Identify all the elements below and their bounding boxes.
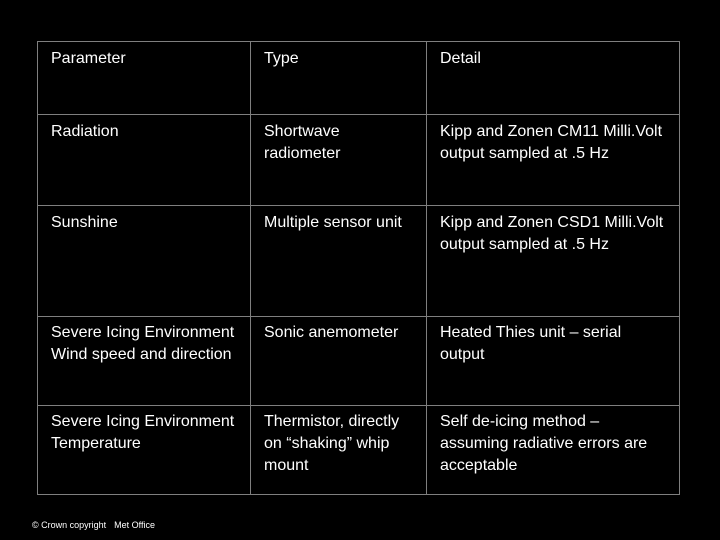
copyright-notice: © Crown copyright <box>32 520 107 530</box>
table-row <box>38 206 680 317</box>
cell-parameter: Sunshine <box>38 206 251 317</box>
cell-detail: Kipp and Zonen CSD1 Milli.Volt output sampled at .5 Hz <box>427 206 680 317</box>
parameter-table <box>37 41 680 495</box>
table-header-row <box>38 42 680 115</box>
footer <box>32 519 155 531</box>
cell-type: Shortwave radiometer <box>251 115 427 206</box>
header-detail: Detail <box>427 42 680 115</box>
cell-detail: Heated Thies unit – serial output <box>427 317 680 406</box>
cell-type: Multiple sensor unit <box>251 206 427 317</box>
cell-parameter: Severe Icing Environment Temperature <box>38 406 251 495</box>
cell-detail: Kipp and Zonen CM11 Milli.Volt output sampled at .5 Hz <box>427 115 680 206</box>
table-row <box>38 115 680 206</box>
cell-type: Sonic anemometer <box>251 317 427 406</box>
header-type: Type <box>251 42 427 115</box>
header-parameter: Parameter <box>38 42 251 115</box>
organisation-name: Met Office <box>114 520 156 530</box>
table-row <box>38 317 680 406</box>
cell-parameter: Severe Icing Environment Wind speed and direction <box>38 317 251 406</box>
cell-type: Thermistor, directly on “shaking” whip mount <box>251 406 427 495</box>
cell-detail: Self de-icing method – assuming radiative errors are acceptable <box>427 406 680 495</box>
cell-parameter: Radiation <box>38 115 251 206</box>
table-row <box>38 406 680 495</box>
